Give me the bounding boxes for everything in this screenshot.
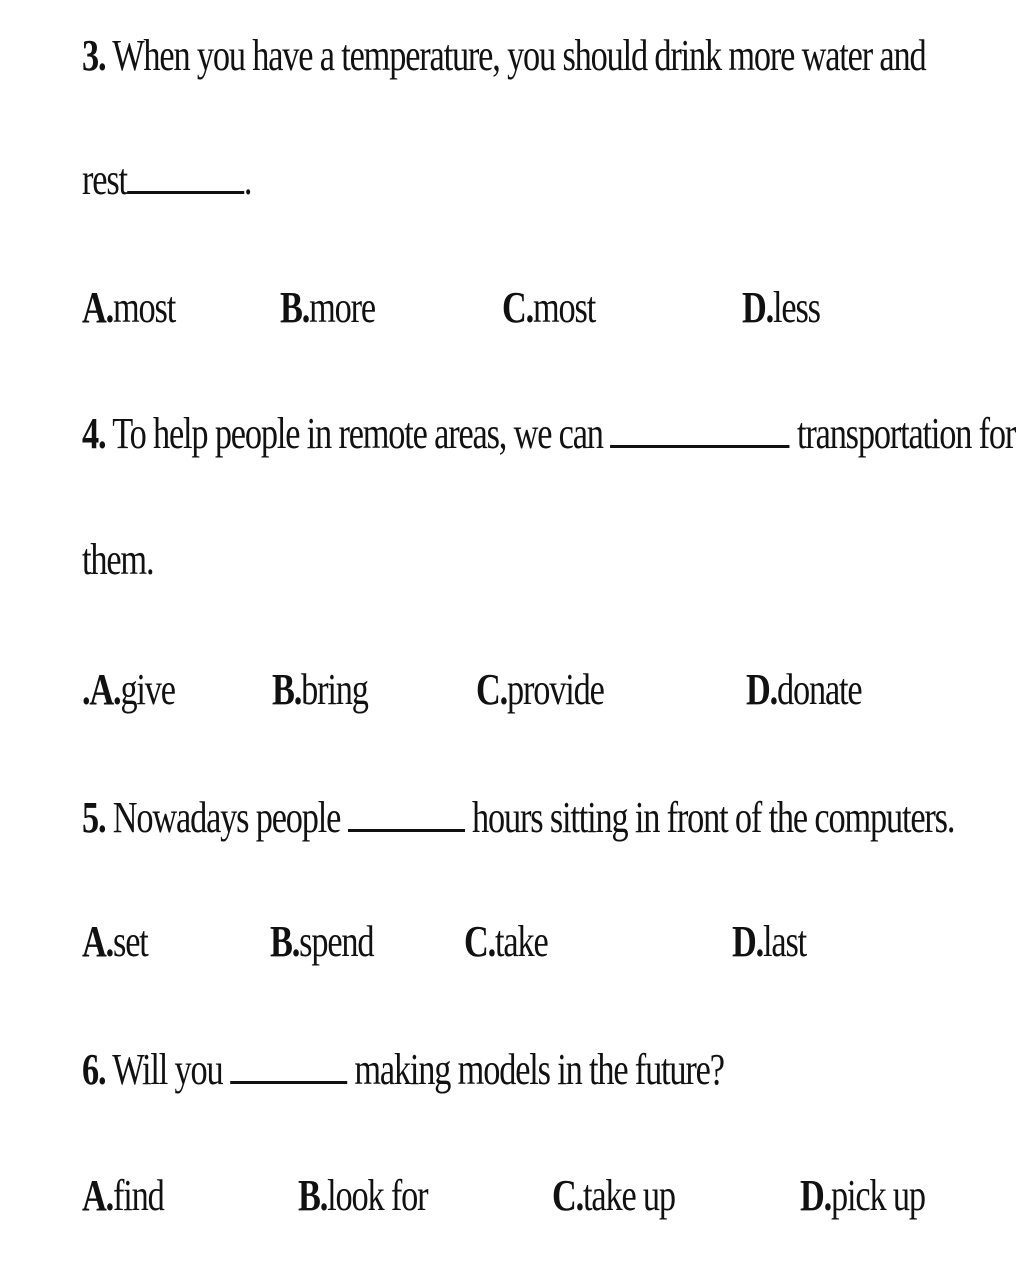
question-3-line-1 xyxy=(82,26,925,86)
question-number: 6. xyxy=(82,1045,106,1094)
option-a[interactable] xyxy=(82,912,148,972)
option-letter: C. xyxy=(502,283,534,332)
question-6-line-1 xyxy=(82,1040,724,1100)
option-c[interactable] xyxy=(476,660,604,720)
question-4-line-1 xyxy=(82,404,1015,464)
option-b[interactable] xyxy=(280,278,375,338)
option-letter: D. xyxy=(746,665,778,714)
option-letter: B. xyxy=(280,283,310,332)
question-text: rest xyxy=(82,155,127,204)
answer-blank[interactable] xyxy=(127,151,244,194)
option-letter: A. xyxy=(82,283,114,332)
option-c[interactable] xyxy=(464,912,548,972)
option-letter: B. xyxy=(298,1171,328,1220)
option-letter: B. xyxy=(270,917,300,966)
option-text: set xyxy=(113,917,148,966)
option-letter: C. xyxy=(464,917,496,966)
option-text: pick up xyxy=(831,1171,925,1220)
option-c[interactable] xyxy=(552,1166,675,1226)
answer-blank[interactable] xyxy=(230,1041,347,1084)
question-text: Will you xyxy=(112,1045,223,1094)
option-text: give xyxy=(120,665,175,714)
option-text: bring xyxy=(301,665,368,714)
question-text: making models in the future? xyxy=(354,1045,724,1094)
option-d[interactable] xyxy=(746,660,862,720)
option-text: provide xyxy=(507,665,604,714)
question-text: transportation for xyxy=(797,409,1016,458)
question-number: 4. xyxy=(82,409,106,458)
option-text: take up xyxy=(583,1171,675,1220)
option-letter: D. xyxy=(800,1171,832,1220)
option-text: spend xyxy=(299,917,374,966)
option-text: more xyxy=(309,283,375,332)
option-d[interactable] xyxy=(742,278,820,338)
option-b[interactable] xyxy=(270,912,373,972)
option-letter: B. xyxy=(272,665,302,714)
question-text: them. xyxy=(82,535,154,584)
question-text: . xyxy=(243,155,252,204)
option-letter: D. xyxy=(742,283,774,332)
question-number: 5. xyxy=(82,793,106,842)
option-letter: C. xyxy=(552,1171,584,1220)
question-text: To help people in remote areas, we can xyxy=(112,409,603,458)
option-text: take xyxy=(495,917,548,966)
option-a[interactable] xyxy=(82,278,175,338)
option-b[interactable] xyxy=(272,660,368,720)
answer-blank[interactable] xyxy=(610,405,789,448)
option-a[interactable] xyxy=(82,660,175,720)
option-d[interactable] xyxy=(800,1166,925,1226)
option-text: less xyxy=(773,283,820,332)
question-3-line-2 xyxy=(82,150,251,210)
option-text: find xyxy=(113,1171,164,1220)
option-letter: C. xyxy=(476,665,508,714)
option-letter: A. xyxy=(82,1171,114,1220)
option-text: most xyxy=(113,283,176,332)
question-number: 3. xyxy=(82,31,106,80)
question-5-line-1 xyxy=(82,788,954,848)
option-text: donate xyxy=(777,665,862,714)
answer-blank[interactable] xyxy=(348,789,465,832)
option-a[interactable] xyxy=(82,1166,164,1226)
option-letter: D. xyxy=(732,917,764,966)
option-d[interactable] xyxy=(732,912,806,972)
option-text: most xyxy=(533,283,596,332)
question-4-line-2 xyxy=(82,530,153,590)
option-text: look for xyxy=(327,1171,428,1220)
option-letter: A. xyxy=(82,917,114,966)
question-text: When you have a temperature, you should drink more water and xyxy=(112,31,926,80)
option-c[interactable] xyxy=(502,278,595,338)
option-letter: .A. xyxy=(82,665,121,714)
option-b[interactable] xyxy=(298,1166,427,1226)
question-text: Nowadays people xyxy=(112,793,341,842)
option-text: last xyxy=(763,917,807,966)
question-text: hours sitting in front of the computers. xyxy=(472,793,955,842)
